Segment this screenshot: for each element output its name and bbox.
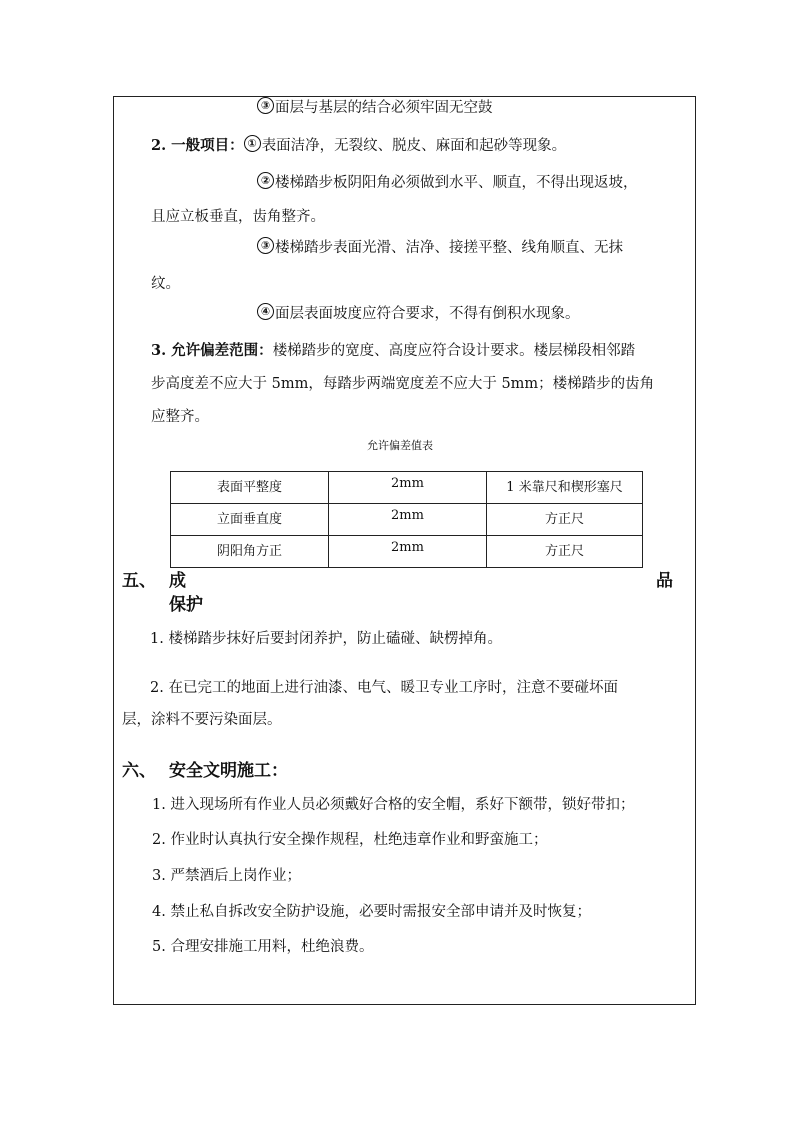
main-item-3 — [257, 96, 493, 117]
section-6-number: 六、 — [122, 761, 156, 781]
tolerance-line-1 — [151, 339, 635, 360]
section-5-item-2: 2. 在已完工的地面上进行油漆、电气、暖卫专业工序时，注意不要碰坏面 — [150, 680, 618, 696]
table-caption: 允许偏差值表 — [367, 439, 433, 452]
table-cell: 阴阳角方正 — [171, 536, 329, 568]
table-cell: 1 米靠尺和楔形塞尺 — [487, 472, 643, 504]
tolerance-line-2: 步高度差不应大于 5mm，每踏步两端宽度差不应大于 5mm；楼梯踏步的齿角 — [151, 376, 655, 392]
tolerance-heading: 3. 允许偏差范围： — [151, 342, 273, 359]
tolerance-text-1: 楼梯踏步的宽度、高度应符合设计要求。楼层梯段相邻踏 — [272, 343, 636, 359]
section-5-title-b: 品 — [656, 571, 673, 591]
table-cell: 表面平整度 — [171, 472, 329, 504]
section-6-title: 安全文明施工： — [169, 761, 288, 781]
general-item-3-line-2: 纹。 — [151, 276, 180, 292]
tolerance-line-3: 应整齐。 — [151, 409, 209, 425]
table-cell: 2mm — [329, 536, 487, 568]
table-cell: 立面垂直度 — [171, 504, 329, 536]
circled-number: ① — [244, 135, 261, 152]
general-item-2-line-1: 楼梯踏步板阴阳角必须做到水平、顺直，不得出现返坡， — [275, 175, 638, 191]
section-5-item-2-cont: 层，涂料不要污染面层。 — [122, 712, 282, 728]
general-heading: 2. 一般项目： — [151, 137, 244, 154]
general-item-3 — [257, 236, 623, 257]
section-5-number: 五、 — [122, 571, 156, 591]
general-item-1: 表面洁净，无裂纹、脱皮、麻面和起砂等现象。 — [261, 138, 567, 154]
circled-number: ② — [257, 172, 274, 189]
section-5-title-c: 保护 — [169, 595, 203, 615]
table-row — [171, 504, 643, 536]
section-6-item-1: 1. 进入现场所有作业人员必须戴好合格的安全帽，系好下额带，锁好带扣； — [152, 797, 635, 813]
section-6-item-2: 2. 作业时认真执行安全操作规程，杜绝违章作业和野蛮施工； — [152, 832, 548, 848]
table-row — [171, 472, 643, 504]
general-item-2 — [257, 171, 638, 192]
general-item-4-text: 面层表面坡度应符合要求，不得有倒积水现象。 — [275, 306, 580, 322]
tolerance-table — [170, 471, 643, 568]
table-cell: 2mm — [329, 504, 487, 536]
table-row — [171, 536, 643, 568]
general-item-4 — [257, 302, 580, 323]
circled-number: ③ — [257, 97, 274, 114]
main-item-3-text: 面层与基层的结合必须牢固无空鼓 — [275, 100, 493, 116]
general-item-3-line-1: 楼梯踏步表面光滑、洁净、接搓平整、线角顺直、无抹 — [275, 240, 623, 256]
section-6-item-3: 3. 严禁酒后上岗作业； — [152, 868, 301, 884]
circled-number: ③ — [257, 237, 274, 254]
section-5-item-1: 1. 楼梯踏步抹好后要封闭养护，防止磕碰、缺楞掉角。 — [150, 631, 502, 647]
section-6-item-5: 5. 合理安排施工用料，杜绝浪费。 — [152, 939, 374, 955]
section-5-title-a: 成 — [169, 571, 186, 591]
circled-number: ④ — [257, 303, 274, 320]
general-item-2-line-2: 且应立板垂直，齿角整齐。 — [151, 209, 325, 225]
table-cell: 方正尺 — [487, 536, 643, 568]
table-cell: 方正尺 — [487, 504, 643, 536]
general-items-row-1 — [151, 134, 566, 155]
table-cell: 2mm — [329, 472, 487, 504]
section-6-item-4: 4. 禁止私自拆改安全防护设施，必要时需报安全部申请并及时恢复； — [152, 904, 591, 920]
